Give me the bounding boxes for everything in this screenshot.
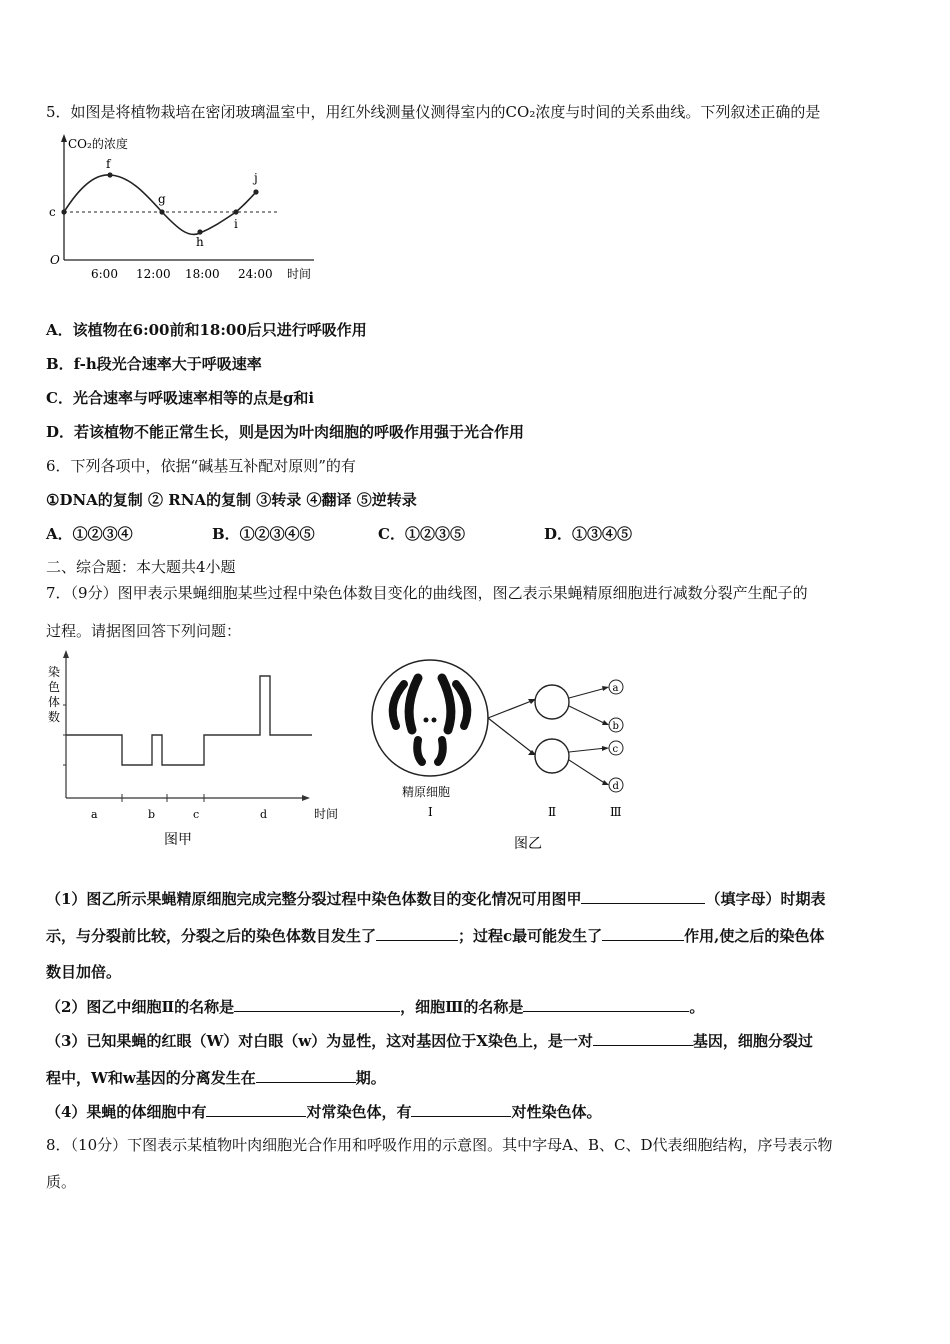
q6-option-a: A．①②③④ <box>46 525 133 543</box>
q6-options <box>46 524 632 544</box>
jia-xlabel-b: b <box>148 808 156 821</box>
point-f <box>107 172 112 177</box>
q7-p1-text-c: 示，与分裂前比较，分裂之后的染色体数目发生了 <box>46 927 377 945</box>
q7-blank-3[interactable] <box>602 925 684 941</box>
q5-option-c: C．光合速率与呼吸速率相等的点是g和i <box>46 389 315 407</box>
q6-option-c: C．①②③⑤ <box>378 525 465 543</box>
q7-p3-text-d: 期。 <box>355 1069 386 1087</box>
yi-stage-II: Ⅱ <box>548 805 557 819</box>
q5-option-b: B．f-h段光合速率大于呼吸速率 <box>46 355 262 373</box>
jia-xlabel-a: a <box>91 808 98 821</box>
gamete-label-d: d <box>612 781 619 792</box>
yi-cell-label: 精原细胞 <box>402 785 451 799</box>
fig-yi-meiosis-diagram <box>366 650 636 860</box>
label-i: i <box>234 217 238 231</box>
graph-origin: O <box>50 253 60 267</box>
graph-ylabel: CO₂的浓度 <box>68 137 128 151</box>
point-i <box>233 209 238 214</box>
jia-ylabel-3: 体 <box>48 695 61 709</box>
q7-blank-2[interactable] <box>376 925 458 941</box>
q7-blank-5[interactable] <box>523 996 689 1012</box>
q7-blank-9[interactable] <box>411 1101 511 1117</box>
q7-blank-4[interactable] <box>234 996 400 1012</box>
q8-line2: 质。 <box>46 1173 77 1191</box>
q7-p4-text-c: 对性染色体。 <box>511 1103 602 1121</box>
q7-p1-text-d: ；过程c最可能发生了 <box>458 927 603 945</box>
label-c: c <box>49 205 56 219</box>
label-h: h <box>196 235 204 249</box>
q5-option-d: D．若该植物不能正常生长，则是因为叶肉细胞的呼吸作用强于光合作用 <box>46 423 525 441</box>
q7-blank-1[interactable] <box>581 888 705 904</box>
q6-option-d: D．①③④⑤ <box>544 525 633 543</box>
cell-II-lower <box>535 739 569 773</box>
q7-p2 <box>46 996 704 1017</box>
point-c <box>61 209 66 214</box>
q7-stem-line2: 过程。请据图回答下列问题： <box>46 622 242 640</box>
jia-caption: 图甲 <box>164 832 192 848</box>
q7-p4-text-a: （4）果蝇的体细胞中有 <box>46 1103 207 1121</box>
q7-p3-text-b: 基因，细胞分裂过 <box>692 1032 813 1050</box>
q6-stem: 6．下列各项中，依据“碱基互补配对原则”的有 <box>46 457 356 475</box>
q7-p1-line2 <box>46 925 824 946</box>
jia-xaxis: 时间 <box>314 807 339 821</box>
q7-p2-text-b: ，细胞Ⅲ的名称是 <box>400 998 524 1016</box>
gamete-label-b: b <box>612 721 619 732</box>
point-h <box>197 229 202 234</box>
jia-xlabel-d: d <box>260 808 268 821</box>
q7-p2-text-c: 。 <box>689 998 705 1016</box>
q7-p1-line1 <box>46 888 825 909</box>
jia-ylabel-4: 数 <box>48 710 61 724</box>
q8-line1: 8．（10分）下图表示某植物叶肉细胞光合作用和呼吸作用的示意图。其中字母A、B、C、D代表细胞结构，序号表示物 <box>46 1136 833 1154</box>
tick-6: 6:00 <box>91 267 118 281</box>
jia-xlabel-c: c <box>193 808 200 821</box>
q7-p4-text-b: 对常染色体，有 <box>306 1103 412 1121</box>
q7-p4 <box>46 1101 601 1122</box>
jia-ylabel-1: 染 <box>48 665 61 679</box>
q7-blank-8[interactable] <box>206 1101 306 1117</box>
point-g <box>159 209 164 214</box>
q7-p2-text-a: （2）图乙中细胞Ⅱ的名称是 <box>46 998 235 1016</box>
gamete-label-a: a <box>612 683 619 694</box>
label-j: j <box>254 171 258 185</box>
q7-p1-line3: 数目加倍。 <box>46 963 122 981</box>
q5-stem: 5．如图是将植物栽培在密闭玻璃温室中，用红外线测量仪测得室内的CO₂浓度与时间的关系曲线。下列叙述正确的是 <box>46 103 821 121</box>
yi-caption: 图乙 <box>514 836 542 852</box>
co2-curve-graph <box>44 130 334 290</box>
q7-blank-6[interactable] <box>593 1030 693 1046</box>
tick-18: 18:00 <box>185 267 220 281</box>
q7-p1-text-a: （1）图乙所示果蝇精原细胞完成完整分裂过程中染色体数目的变化情况可用图甲 <box>46 890 582 908</box>
q7-p3-text-a: （3）已知果蝇的红眼（W）对白眼（w）为显性，这对基因位于X染色上，是一对 <box>46 1032 593 1050</box>
q7-p1-text-e: 作用,使之后的染色体 <box>684 927 825 945</box>
gamete-label-c: c <box>612 744 619 755</box>
q6-items: ①DNA的复制 ② RNA的复制 ③转录 ④翻译 ⑤逆转录 <box>46 491 417 509</box>
tick-12: 12:00 <box>136 267 171 281</box>
q6-option-b: B．①②③④⑤ <box>212 525 315 543</box>
section-heading: 二、综合题：本大题共4小题 <box>46 558 236 576</box>
label-g: g <box>158 192 166 206</box>
label-f: f <box>106 157 111 171</box>
fig-jia-chromosome-graph <box>44 648 354 858</box>
q7-p3-text-c: 程中，W和w基因的分离发生在 <box>46 1069 256 1087</box>
q7-blank-7[interactable] <box>256 1067 356 1083</box>
jia-ylabel-2: 色 <box>48 680 61 694</box>
q7-p1-text-b: （填字母）时期表 <box>705 890 826 908</box>
graph-xlabel: 时间 <box>287 267 312 281</box>
point-j <box>253 189 258 194</box>
yi-stage-I: Ⅰ <box>428 805 433 819</box>
q7-p3-line2 <box>46 1067 386 1088</box>
yi-stage-III: Ⅲ <box>610 805 622 819</box>
cell-II-upper <box>535 685 569 719</box>
tick-24: 24:00 <box>238 267 273 281</box>
q5-option-a: A．该植物在6:00前和18:00后只进行呼吸作用 <box>46 321 367 339</box>
q7-p3-line1 <box>46 1030 813 1051</box>
q7-stem-line1: 7．（9分）图甲表示果蝇细胞某些过程中染色体数目变化的曲线图，图乙表示果蝇精原细胞进行减数分裂产生配子的 <box>46 584 808 602</box>
